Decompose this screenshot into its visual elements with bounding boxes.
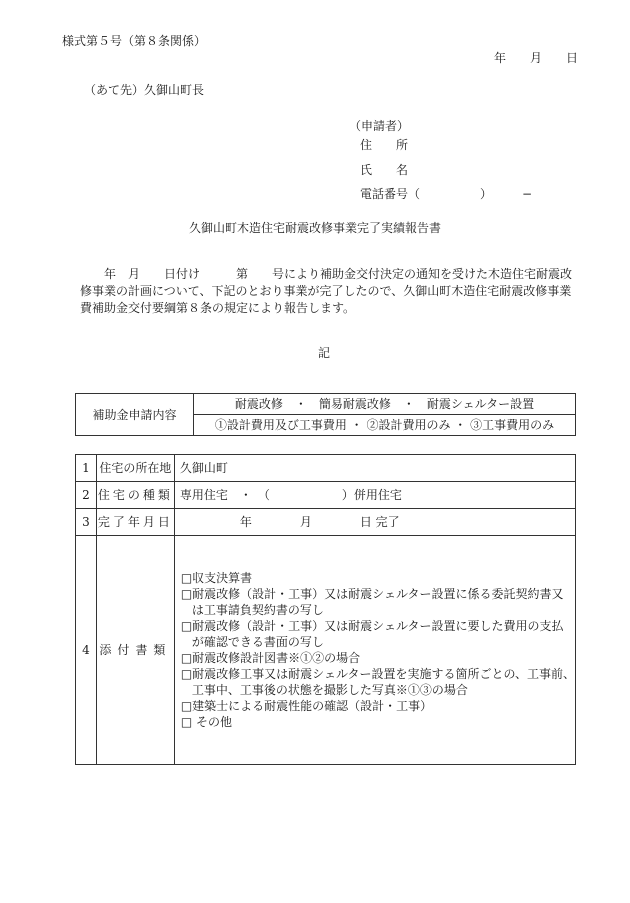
attachment-item-continued: が確認できる書面の写し — [191, 635, 324, 649]
row-number: 1 — [76, 455, 97, 482]
applicant-address-label: 住 所 — [360, 138, 409, 152]
table-row — [76, 482, 576, 509]
subsidy-label: 補助金申請内容 — [76, 394, 194, 436]
attachments-list — [174, 536, 575, 765]
ki-heading: 記 — [317, 346, 330, 360]
row-label-location: 住宅の所在地 — [96, 455, 174, 482]
date-label: 年 月 日 — [494, 51, 579, 65]
row-value-location: 久御山町 — [174, 455, 575, 482]
attachment-item: □耐震改修工事又は耐震シェルター設置を実施する箇所ごとの、工事前、 — [180, 667, 575, 681]
row-number: 3 — [76, 509, 97, 536]
attachment-item-continued: 工事中、工事後の状態を撮影した写真※①③の場合 — [191, 683, 468, 697]
attachment-item-continued: は工事請負契約書の写し — [191, 603, 324, 617]
attachment-item: □耐震改修（設計・工事）又は耐震シェルター設置に要した費用の支払 — [180, 619, 564, 633]
applicant-name-label: 氏 名 — [360, 163, 409, 177]
report-body-text: 年 月 日付け 第 号により補助金交付決定の通知を受けた木造住宅耐震改修事業の計画について、下記のとおり事業が完了したので、久御山町木造住宅耐震改修事業費補助金交付要綱第８条の規定により報告します。 — [80, 267, 573, 315]
form-number: 様式第５号（第８条関係） — [62, 34, 207, 48]
table-row — [76, 536, 576, 765]
attachment-item: □収支決算書 — [180, 571, 253, 585]
applicant-phone-label: 電話番号（ ） − — [360, 187, 533, 201]
row-label-housing-type: 住宅の種類 — [96, 482, 174, 509]
attachment-item: □耐震改修設計図書※①②の場合 — [180, 651, 361, 665]
row-label-attachments: 添付書類 — [96, 536, 174, 765]
attachment-item: □耐震改修（設計・工事）又は耐震シェルター設置に係る委託契約書又 — [180, 587, 564, 601]
row-number: 4 — [76, 536, 97, 765]
subsidy-option-line2: ①設計費用及び工事費用 ・ ②設計費用のみ ・ ③工事費用のみ — [194, 415, 576, 436]
document-title: 久御山町木造住宅耐震改修事業完了実績報告書 — [188, 221, 441, 235]
row-value-housing-type: 専用住宅 ・ （ ）併用住宅 — [174, 482, 575, 509]
table-row — [76, 455, 576, 482]
row-value-completion-date: 年 月 日 完了 — [174, 509, 575, 536]
row-label-completion-date: 完了年月日 — [96, 509, 174, 536]
addressee: （あて先）久御山町長 — [84, 83, 205, 97]
details-table — [75, 454, 576, 765]
subsidy-option-line1: 耐震改修 ・ 簡易耐震改修 ・ 耐震シェルター設置 — [194, 394, 576, 415]
applicant-label: （申請者） — [349, 119, 410, 133]
attachment-item: □建築士による耐震性能の確認（設計・工事） — [180, 699, 433, 713]
attachment-item: □ その他 — [180, 715, 232, 729]
row-number: 2 — [76, 482, 97, 509]
table-row — [76, 509, 576, 536]
subsidy-table — [75, 393, 576, 436]
